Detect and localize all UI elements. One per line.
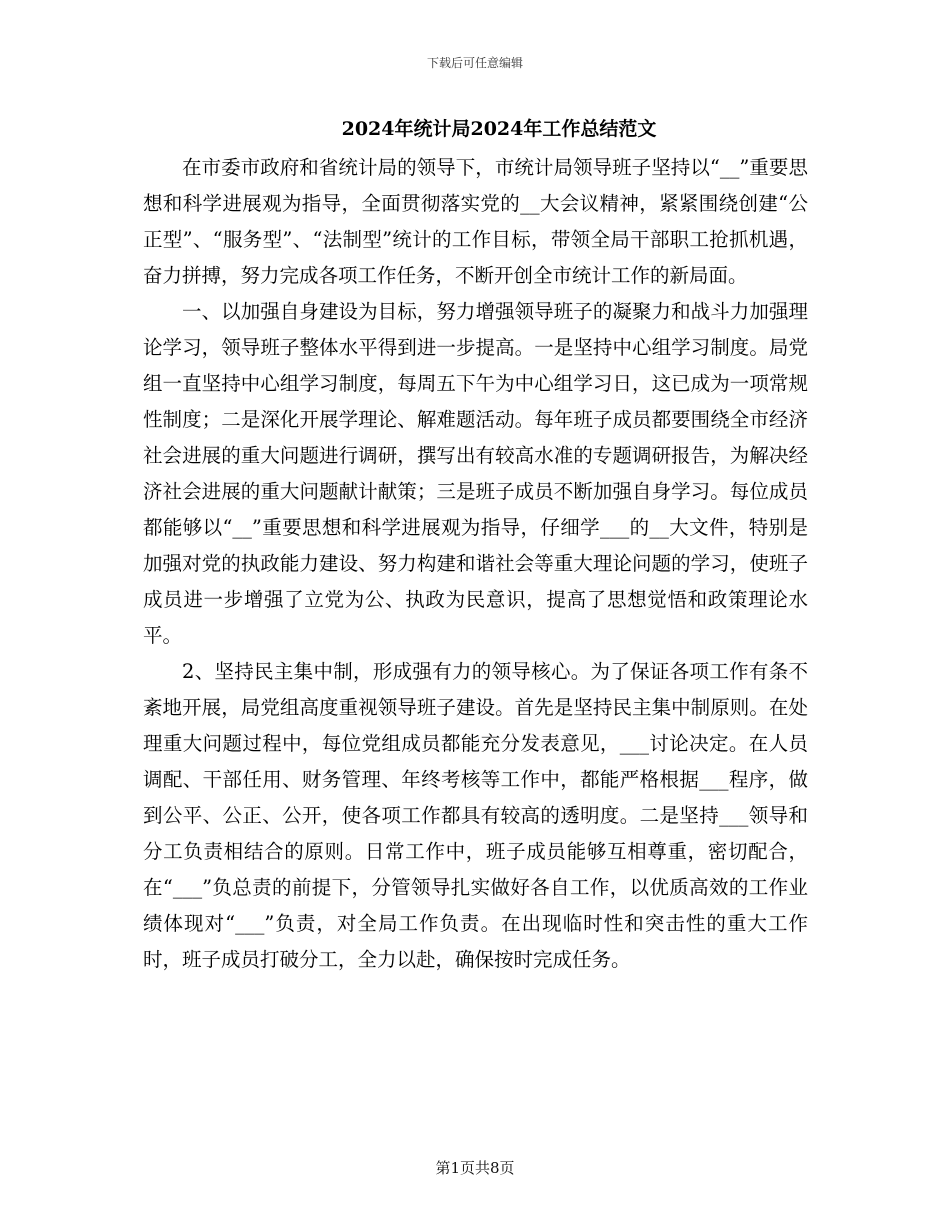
document-body <box>143 150 808 978</box>
header-note: 下载后可任意编辑 <box>426 56 523 70</box>
paragraph-section-two: 2、坚持民主集中制，形成强有力的领导核心。为了保证各项工作有条不紊地开展，局党组高度重视领导班子建设。首先是坚持民主集中制原则。在处理重大问题过程中，每位党组成员都能充分发表意见，___讨论决定。在人员调配、干部任用、财务管理、年终考核等工作中，都能严格根据___程序，做到公平、公正、公开，使各项工作都具有较高的透明度。二是坚持___领导和分工负责相结合的原则。日常工作中，班子成员能够互相尊重，密切配合，在“___”负总责的前提下，分管领导扎实做好各自工作，以优质高效的工作业绩体现对“___”负责，对全局工作负责。在出现临时性和突击性的重大工作时，班子成员打破分工，全力以赴，确保按时完成任务。 <box>143 660 808 971</box>
page-footer: 第1页共8页 <box>435 1159 515 1177</box>
document-title: 2024年统计局2024年工作总结范文 <box>341 118 657 140</box>
paragraph-section-one: 一、以加强自身建设为目标，努力增强领导班子的凝聚力和战斗力加强理论学习，领导班子整体水平得到进一步提高。一是坚持中心组学习制度。局党组一直坚持中心组学习制度，每周五下午为中心组学习日，这已成为一项常规性制度；二是深化开展学理论、解难题活动。每年班子成员都要围绕全市经济社会进展的重大问题进行调研，撰写出有较高水准的专题调研报告，为解决经济社会进展的重大问题献计献策；三是班子成员不断加强自身学习。每位成员都能够以“__”重要思想和科学进展观为指导，仔细学___的__大文件，特别是加强对党的执政能力建设、努力构建和谐社会等重大理论问题的学习，使班子成员进一步增强了立党为公、执政为民意识，提高了思想觉悟和政策理论水平。 <box>143 300 808 647</box>
paragraph-intro: 在市委市政府和省统计局的领导下，市统计局领导班子坚持以“__”重要思想和科学进展观为指导，全面贯彻落实党的__大会议精神，紧紧围绕创建“公正型”、“服务型”、“法制型”统计的工作目标，带领全局干部职工抢抓机遇，奋力拼搏，努力完成各项工作任务，不断开创全市统计工作的新局面。 <box>143 156 808 287</box>
